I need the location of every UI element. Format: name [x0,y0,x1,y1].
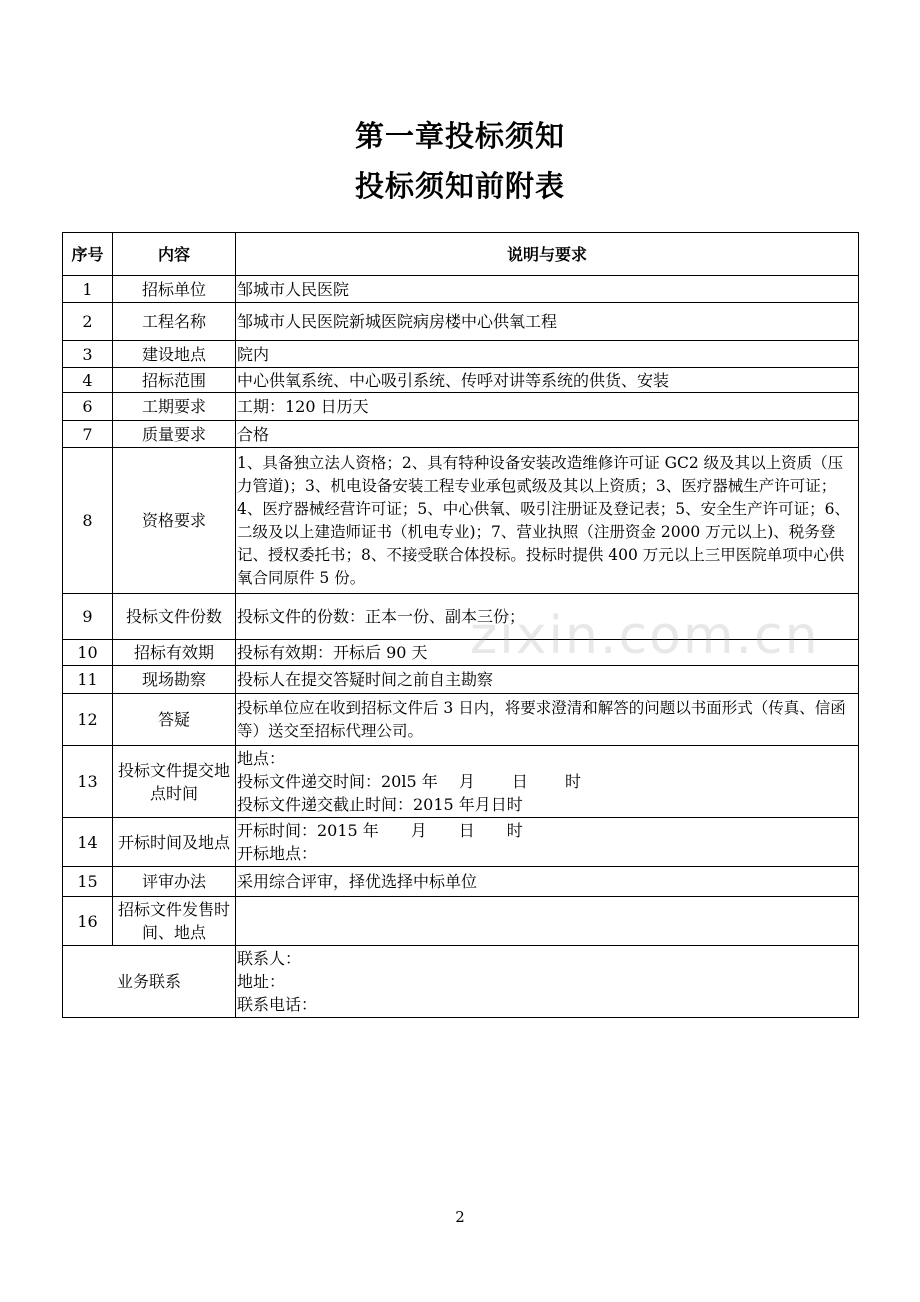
row-no: 15 [63,867,113,897]
row-no: 13 [63,746,113,818]
table-row [63,421,859,448]
chapter-title: 第一章投标须知 [354,119,565,153]
row-detail: 1、具备独立法人资格；2、具有特种设备安装改造维修许可证 GC2 级及其以上资质（压力管道)；3、机电设备安装工程专业承包贰级及其以上资质；3、医疗器械生产许可证； 4、医疗器械经营许可证；5、中心供氧、吸引注册证及登记表；5、安全生产许可证；6、 二级及以上建造师证书（机电专业)；7、营业执照（注册资金 2000 万元以上)、税务登记、授权委托书；8、不接受联合体投标。投标时提供 400 万元以上三甲医院单项中心供氧合同原件 5 份。 [236,448,859,594]
table-row [63,867,859,897]
row-detail: 地点： 投标文件递交时间：20l5 年 月 日 时 投标文件递交截止时间：2015 年月日时 [236,746,859,818]
row-no: 12 [63,694,113,746]
row-no: 16 [63,897,113,946]
row-item: 质量要求 [113,421,236,448]
row-item: 招标单位 [113,276,236,303]
row-item: 招标文件发售时间、地点 [113,897,236,946]
row-no: 2 [63,303,113,341]
row-detail: 邹城市人民医院新城医院病房楼中心供氧工程 [236,303,859,341]
row-item: 建设地点 [113,341,236,368]
table-row [63,897,859,946]
row-no: 4 [63,368,113,393]
row-detail: 投标单位应在收到招标文件后 3 日内，将要求澄清和解答的问题以书面形式（传真、信函等）送交至招标代理公司。 [236,694,859,746]
table-row [63,594,859,640]
row-item: 工程名称 [113,303,236,341]
table-row [63,448,859,594]
row-item: 工期要求 [113,393,236,421]
table-title: 投标须知前附表 [354,169,565,203]
table-row [63,818,859,867]
row-detail: 合格 [236,421,859,448]
row-item: 答疑 [113,694,236,746]
contact-row [63,946,859,1018]
row-item: 开标时间及地点 [113,818,236,867]
row-detail: 投标文件的份数：正本一份、副本三份； [236,594,859,640]
row-no: 11 [63,666,113,694]
row-detail: 工期：120 日历天 [236,393,859,421]
row-no: 3 [63,341,113,368]
table-row [63,694,859,746]
table-header-row [63,233,859,276]
table-row [63,666,859,694]
table-row [63,276,859,303]
row-no: 1 [63,276,113,303]
row-item: 投标文件份数 [113,594,236,640]
table-row [63,368,859,393]
row-detail: 开标时间：2015 年 月 日 时 开标地点： [236,818,859,867]
row-item: 现场勘察 [113,666,236,694]
row-detail: 投标人在提交答疑时间之前自主勘察 [236,666,859,694]
row-no: 6 [63,393,113,421]
row-detail: 中心供氧系统、中心吸引系统、传呼对讲等系统的供货、安装 [236,368,859,393]
row-item: 招标有效期 [113,640,236,666]
row-detail: 院内 [236,341,859,368]
table-row [63,341,859,368]
row-item: 资格要求 [113,448,236,594]
row-no: 7 [63,421,113,448]
row-item: 招标范围 [113,368,236,393]
contact-detail: 联系人： 地址： 联系电话： [236,946,859,1018]
row-no: 9 [63,594,113,640]
table-row [63,393,859,421]
contact-label: 业务联系 [63,946,236,1018]
header-no: 序号 [63,233,113,276]
row-detail: 投标有效期：开标后 90 天 [236,640,859,666]
row-no: 14 [63,818,113,867]
bid-instructions-table [62,232,859,1018]
row-detail: 采用综合评审，择优选择中标单位 [236,867,859,897]
row-item: 投标文件提交地点时间 [113,746,236,818]
header-detail: 说明与要求 [236,233,859,276]
page-number: 2 [455,1208,465,1226]
watermark: zixin.com.cn [470,606,820,666]
header-item: 内容 [113,233,236,276]
table-row [63,746,859,818]
row-no: 10 [63,640,113,666]
row-detail [236,897,859,946]
row-no: 8 [63,448,113,594]
row-item: 评审办法 [113,867,236,897]
table-row [63,303,859,341]
row-detail: 邹城市人民医院 [236,276,859,303]
table-row [63,640,859,666]
